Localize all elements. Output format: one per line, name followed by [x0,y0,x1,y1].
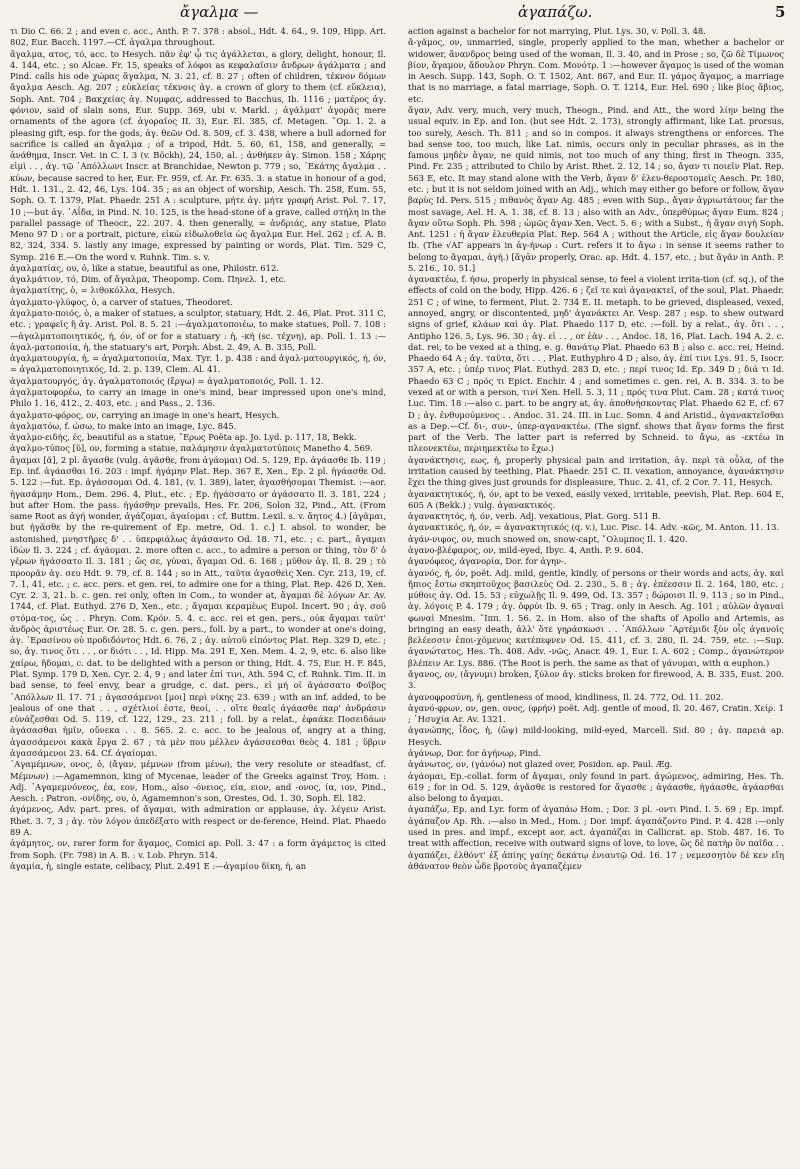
dictionary-entry: ἀγάμητος, ον, rarer form for ἄγαμος, Comici ap. Poll. 3. 47 : a form ἀγάμετος is cited from Soph. (Fr. 798) in A. B. : v. Lob. Phryn. 514. [10,838,386,860]
dictionary-entry: ἀγαλμάτιον, τό, Dim. of ἄγαλμα, Theopomp. Com. Πηνελ. 1, etc. [10,274,287,285]
dictionary-entry: ἀγαλματόω, f. ώσω, to make into an image, Lyc. 845. [10,420,237,431]
dictionary-entry: ἀγάν-νιφος, ον, much snowed on, snow-capt, ῎Ολυμπος Il. 1. 420. [408,533,688,544]
dictionary-entry: ἀγανόφεος, ἀγανορία, Dor. for ἀγην-. [408,556,567,567]
dictionary-entry: ἀγαλματο-ποιός, ὁ, a maker of statues, a sculptor, statuary, Hdt. 2. 46, Plat. Prot. 311 C, etc. ; γραφεῖς ἢ ἀγ. Arist. Pol. 8. 5. 21 :—ἀγαλματοποιέω, to make statues, Poll. 7. 108 :—ἀγαλματοποιητικός, ή, όν, of or for a statuary : ἡ, -κή (sc. τέχνη), ap. Poll. 1. 13 :—ἀγαλ-ματοποιία, ἡ, the statuary's art, Porph. Abst. 2. 49, A. B. 335, Poll. [10,308,386,352]
dictionary-entry: ἀγαλμο-ειδής, ές, beautiful as a statue, ῎Ερως Poëta ap. Jo. Lyd. p. 117, 18, Bekk. [10,432,357,443]
dictionary-entry: ἄγαν, Adv. very, much, very much, Theogn., Pind. and Att., the word λίην being the usual equiv. in Ep. and Ion. (but see Hdt. 2. 173), strongly affirmant, like Lat. prorsus, too surely, Aesch. Th. 811 ; and so in compos. it always strengthens or enforces. The bad sense too, too much, like Lat. nimis, occurs only in peculiar phrases, as in the famous μηδὲν ἄγαν, ne quid nimis, not too much of any thing, first in Theogn. 335, Pind. Fr. 235 ; attributed to Chilo by Arist. Rhet. 2. 12, 14 ; so, ἄγαν τι ποιεῖν Plat. Rep. 563 E, etc. It may stand alone with the Verb, ἄγαν δ' ἐλευ-θεροστομεῖς Aesch. Pr. 180, etc. ; but it is not seldom joined with an Adj., which may either go before or follow, ἄγαν βαρὺς Id. Pers. 515 ; πιθανὸς ἄγαν Ag. 485 ; even with Sup., ἄγαν ἀγριωτάτους far the most savage, Ael. H. A. 1. 38, cf. 8. 13 ; also with an Adv., ὑπερθύμως ἄγαν Eum. 824 ; ἄγαν οὕτω Soph. Ph. 598 ; ὠμῶς ἄγαν Xen. Vect. 5. 6 ; with a Subst., ἡ ἄγαν σιγὴ Soph. Ant. 1251 : ἡ ἄγαν ἐλευθερία Plat. Rep. 564 A ; without the Article, εἰς ἄγαν δουλείαν Ib. (The √ΑΓ appears in ἀγ-ήνωρ : Curt. refers it to ἄγω : in sense it seems rather to belong to ἄγαμαι, ἀγή.) [ἄγᾱν properly, Orac. ap. Hdt. 4. 157, etc. ; but ἄγᾰν in Anth. P. 5. 216., 10. 51.] [408,104,784,273]
dictionary-entry: ἀγανοφροσύνη, ἡ, gentleness of mood, kindliness, Il. 24. 772, Od. 11. 202. [408,691,724,702]
dictionary-entry: ἀγανό-φρων, ον, gen. ονος, (φρήν) poët. Adj. gentle of mood, Il. 20. 467, Cratin. Χείρ. 1 ; ῾Ησυχία Ar. Av. 1321. [408,702,784,725]
dictionary-entry: ἀγαπάζω, Ep. and Lyr. form of ἀγαπάω Hom. ; Dor. 3 pl. -οντι Pind. I. 5. 69 ; Ep. impf. ἀγάπαζον Ap. Rh. :—also in Med., Hom. ; Dor. impf. ἀγαπάζοντο Pind. P. 4. 428 :—only used in pres. and impf., except aor. act. ἀγαπάζαι in Callicrat. ap. Stob. 487. 16. To treat with affection, receive with outward signs of love, to love, ὣς δὲ πατὴρ ὃν παῖδα . . ἀγαπάζει, ἐλθόντ' ἐξ ἀπίης γαίης δεκάτῳ ἐνιαυτῷ Od. 16. 17 ; νεμεσσητὸν δέ κεν εἴη ἀθάνατον θεὸν ὧδε βροτοὺς ἀγαπαζέμεν [408,804,784,871]
dictionary-entry: ἀγανάκτησις, εως, ἡ, properly physical pain and irritation, ἀγ. περὶ τὰ οὖλα, of the irritation caused by teething, Plat. Phaedr. 251 C. II. vexation, annoyance, ἀγανάκτησιν ἔχει the thing gives just grounds for displeasure, Thuc. 2. 41, cf. 2 Cor. 7. 11, Hesych. [408,454,784,488]
left-column [10,26,386,1162]
dictionary-entry: ἀγαλματουργός, ἀγ. ἀγαλματοποιός (ἔργω) = ἀγαλματοποιός, Poll. 1. 12. [10,375,324,386]
running-header [0,0,800,26]
left-headword: ἄγαλμα — [180,3,259,21]
dictionary-entry: ἄγαλμα, ατος, τό, acc. to Hesych. πᾶν ἐφ' ᾧ τις ἀγάλλεται, a glory, delight, honour, Il. 4. 144, etc. ; so Alcae. Fr. 15, speaks of λόφοι as κεφαλαῖσιν ἄνδρων ἀγάλματα ; and Pind. calls his ode χώρας ἄγαλμα, N. 3. 21, cf. 8. 27 ; often of children, τέκνον δόμων ἄγαλμα Aesch. Ag. 207 ; εὐκλείας τέκνοις ἀγ. a crown of glory to them (cf. εὔκλεια), Soph. Ant. 704 ; Βακχείας ἀγ. Νυμφας, addressed to Bacchus, Ib. 1116 ; ματέρος ἀγ. φόνιον, said of slain sons, Eur. Supp. 369, ubi v. Markl. ; ἀγάλματ' ἀγορᾶς mere ornaments of the agora (cf. ἀγοραῖος II. 3), Eur. El. 385, cf. Metagen. ῞Ομ. 1. 2. a pleasing gift, esp. for the gods, ἀγ. θεῶν Od. 8. 509, cf. 3. 438, where a bull adorned for sacrifice is called an ἄγαλμα ; of a tripod, Hdt. 5. 60, 61, 158, and generally, = ἀνάθημα, Inscr. Vet. in C. I. 3 (v. Böckh), 24, 150, al. ; ἀνθήκεν ἀγ. Simon. 158 ; Χάρης εἰμὶ . . , ἀγ. τῷ ᾿Απόλλωνι Inscr. at Branchidae, Newton p. 779 ; so, ᾽Εκάτης ἄγαλμα . . κύων, because sacred to her, Eur. Fr. 959, cf. Ar. Fr. 635. 3. a statue in honour of a god, Hdt. 1. 131., 2. 42, 46, Lys. 104. 35 ; as an object of worship, Aesch. Th. 258, Eum. 55, Soph. O. T. 1379, Plat. Phaedr. 251 A : sculpture, μήτε ἀγ. μήτε γραφή Arist. Pol. 7. 17, 10 ;—but ἀγ. ᾽Αΐδα, in Pind. N. 10. 125, is the head-stone of a grave, called στήλη in the parallel passage of Theocr., 22. 207. 4. then generally, = ἀνδριάς, any statue, Plato Meno 97 D : or a portrait, picture, εἰκὼ εἰδωλοθεῖα ὡς ἄγαλμα Eur. Hel. 262 ; cf. A. B. 82, 324, 334. 5. lastly any image, expressed by painting or words, Plat. Tim. 529 C, Symp. 216 E.—On the word v. Ruhnk. Tim. s. v. [10,48,386,262]
dictionary-entry: ἀγανακτικός, ή, όν, = ἀγανακτητικός (q. v.), Luc. Pisc. 14. Adv. -κῶς, M. Anton. 11. 13. [408,522,780,533]
right-column [408,26,784,1162]
dictionary-entry: ἀγανο-βλέφαρος, ον, mild-eyed, Ibyc. 4, Anth. P. 9. 604. [408,544,644,555]
dictionary-entry: ἀγαλματίας, ου, ὁ, like a statue, beautiful as one, Philostr. 612. [10,262,279,273]
dictionary-entry: ἀγαμία, ἡ, single estate, celibacy, Plut. 2.491 E :—ἀγαμίου δίκη, ἡ, an [10,860,307,871]
dictionary-entry: ἀγάνωτος, ον, (γάνόω) not glazed over, Posidon. ap. Paul. Æg. [408,759,673,770]
dictionary-entry: ἀγάομαι, Ep.-collat. form of ἄγαμαι, only found in part. ἀγώμενος, admiring, Hes. Th. 619 ; for in Od. 5. 129, ἀγᾶσθε is restored for ἄγασθε ; ἀγάασθε, ἠγάασθε, ἀγάασθαι also belong to ἄγαμαι. [408,770,784,804]
dictionary-entry: ἀγανακτητικός, ή, όν, apt to be vexed, easily vexed, irritable, peevish, Plat. Rep. 604 E, 605 A (Bekk.) ; vulg. ἀγανακτικός. [408,488,784,510]
right-headword: ἀγαπάζω. [518,3,593,21]
dictionary-entry: ἀγαλμο-τύπος [ῠ], ον, forming a statue, παλάμησιν ἀγαλματοτύποις Manetho 4. 569. [10,443,373,454]
dictionary-entry: ἀγαλματουργία, ἡ, = ἀγαλματοποιία, Max. Tyr. 1. p. 438 : and ἀγαλ-ματουργικός, ή, όν, = ἀγαλματοποιητικός, Id. 2. p. 139, Clem. Al. 41. [10,353,386,375]
dictionary-entry: ἀγανακτητός, ή, όν, verb. Adj. vexatious, Plat. Gorg. 511 B. [408,511,661,522]
dictionary-entry: ἀγαλματίτης, ὁ, = λιθοκόλλα, Hesych. [10,285,175,296]
dictionary-entry: ἄ-γᾰμος, ον, unmarried, single, properly applied to the man, whether a bachelor or widower, ἄνανδρος being used of the woman, Il. 3. 40, and in Prose ; so, ζῶ δὲ Τίμωνος βίον, ἄγαμον, ἄδουλον Phryn. Com. Μονότρ. 1 :—however ἄγαμος is used of the woman in Aesch. Supp. 143, Soph. O. T. 1502, Ant. 867, and Eur. II. γάμος ἄγαμος, a marriage that is no marriage, a fatal marriage, Soph. O. T. 1214, Eur. Hel. 690 ; like βίος ἄβιος, etc. [408,37,784,104]
dictionary-entry: ἀγανώπης, ἶδος, ἡ, (ὤψ) mild-looking, mild-eyed, Marcell. Sid. 80 ; ἀγ. παρειά ap. Hesych. [408,725,784,747]
dictionary-entry: ἀγάνωρ, Dor. for ἀγήνωρ, Pind. [408,748,542,758]
dictionary-entry: action against a bachelor for not marrying, Plut. Lys. 30, v. Poll. 3. 48. [408,26,706,36]
page-number: 5 [775,3,786,21]
dictionary-entry: ἀγαλματο-γλύφος, ὁ, a carver of statues, Theodoret. [10,296,233,307]
dictionary-entry: τι Dio C. 66. 2 ; and even c. acc., Anth. P. 7. 378 : absol., Hdt. 4. 64., 9. 109, Hipp. Art. 802, Eur. Bacch. 1197.—Cf. ἀγαλμα throughout. [10,26,386,48]
dictionary-entry: ἄγαμαι [ᾰ], 2 pl. ἄγασθε (vulg. ἀγᾶσθε, from ἀγάομαι) Od. 5. 129, Ep. ἀγάασθε Ib. 119 ; Ep. inf. ἀγάασθαι 16. 203 : impf. ἠγάμην Plat. Rep. 367 E, Xen., Ep. 2 pl. ἠγάασθε Od. 5. 122 :—fut. Ep. ἀγάσσομαι Od. 4. 181, (v. 1. 389), later, ἀγασθήσομαι Themist. :—aor. ἠγασάμην Hom., Dem. 296. 4, Plut., etc. ; Ep. ἠγάσσατο or ἀγάσσατο Il. 3. 181, 224 ; but after Hom. the pass. ἠγάσθην prevails, Hes. Fr. 206, Solon 32, Pind., Att. (From same Root as ἀγή wonder, ἀγάζομαι, ἀγαίομαι : cf. Buttm. Lexil. s. v. ἄητος 4.) [ἀγᾶμαι, but ἠγᾶσθε by the re-quirement of Ep. metre, Od. 1. c.] I. absol. to wonder, be astonished, μνηστῆρες δ' . . ὑπερφιάλως ἀγάσαντο Od. 18. 71, etc. ; c. part., ἄγαμαι ἰδὼν Il. 3. 224 ; cf. ἀγάομαι. 2. more often c. acc., to admire a person or thing, τὸν δ' ὁ γέρων ἠγάσσατο Il. 3. 181 ; ὥς σε, γύναι, ἄγαμαι Od. 6. 168 ; μῦθον ἀγ. Il. 8. 29 ; τὸ προορᾶν ἀγ. σευ Hdt. 9. 79, cf. 8. 144 ; so in Att., ταῦτα ἀγασθεὶς Xen. Cyr. 213, 19, cf. 7. 1, 41, etc. ; c. acc. pers. et gen. rei, to admire one for a thing, Plat. Rep. 426 D, Xen. Cyr. 2. 3, 21. b. c. gen. rei only, often in Com., to wonder at, ἄγαμαι δὲ λόγων Ar. Av. 1744, cf. Plat. Euthyd. 276 D, Xen., etc. ; ἄγαμαι κεραμέως Eupol. Incert. 90 ; ἀγ. σοῦ στόμα-τος, ὡς . . Phryn. Com. Κρόν. 5. 4. c. acc. rei et gen. pers., οὐκ ἄγαμαι ταῦτ' ἀνδρὸς ἀριστέως Eur. Or. 28. 5. c. gen. pers., foll. by a part., to wonder at one's doing, ἀγ. ᾽Ερασίνου οὐ προδιδόντος Hdt. 6. 76, 2 ; ἀγ. αὐτοῦ εἰπόντος Plat. Rep. 329 D, etc. ; so, ἀγ. τινος ὅτι . . , or διότι . . , Id. Hipp. Ma. 291 E, Xen. Mem. 4. 2, 9, etc. 6. also like χαίρω, ἥδομαι, c. dat. to be delighted with a person or thing, Hdt. 4. 75, Eur. H. F. 845, Plat. Symp. 179 D, Xen. Cyr. 2. 4, 9 ; and later ἐπί τινι, Ath. 594 C, cf. Ruhnk. Tim. II. in bad sense, to feel envy, bear a grudge, c. dat. pers., εἰ μή οἱ ἀγάσσατο Φοῖβος ᾽Απόλλων Il. 17. 71 ; ἀγασσάμενοι [μοι] περὶ νίκης 23. 639 ; with an inf. added, to be jealous of one that . . , σχέτλιοί ἐστε, θεοί, . . οἵτε θεαῖς ἀγάασθε παρ' ἀνδράσιν εὐνάζεσθαι Od. 5. 119, cf. 122, 129., 23. 211 ; foll. by a relat., ἐφαάκε Ποσειδάων ἀγάσασθαι ἡμῖν, οὕνεκα . . 8. 565. 2. c. acc. to be jealous of, angry at a thing, ἀγασσάμενοι κακὰ ἔργα 2. 67 ; τὰ μὲν που μέλλεν ἀγάσσεσθαι θεὸς 4. 181 ; ὕβριν ἀγασσάμενοι 23. 64. Cf. ἀγαίομαι. [10,454,386,758]
dictionary-entry: ἀγανακτέω, f. ήσω, properly in physical sense, to feel a violent irrita-tion (cf. sq.), of the effects of cold on the body, Hipp. 426. 6 ; ζεῖ τε καὶ ἀγανακτεῖ, of the soul, Plat. Phaedr. 251 C ; of wine, to ferment, Plut. 2. 734 E. II. metaph. to be grieved, displeased, vexed, annoyed, angry, or discontented, μηδ' ἀγανάκτει Ar. Vesp. 287 ; esp. to shew outward signs of grief, κλάων καὶ ἀγ. Plat. Phaedo 117 D, etc. :—foll. by a relat., ἀγ. ὅτι . . , Antipho 126. 5, Lys. 96. 30 ; ἀγ. εἰ . . , or ἐὰν . . , Andoc. 18, 16, Plat. Lach. 194 A. 2. c. dat. rei, to be vexed at a thing, e. g. θανάτῳ Plat. Phaedo 63 B ; also c. acc. rei, Heind. Phaedo 64 A ; ἀγ. ταῦτα, ὅτι . . , Plat. Euthyphro 4 D ; also, ἀγ. ἐπί τινι Lys. 91. 5, Isocr. 357 A, etc. ; ὑπέρ τινος Plat. Euthyd. 283 D, etc. ; περί τινος Id. Ep. 349 D ; διά τι Id. Phaedo 63 C ; πρός τι Epict. Enchir. 4 ; and sometimes c. gen. rei, A. B. 334. 3. to be vexed at or with a person, τινί Xen. Hell. 5. 3, 11 ; πρός τινα Plut. Cam. 28 ; κατά τινος Luc. Tim. 18 :—also c. part. to be angry at, ἀγ. ἀποθνήσκοντας Plat. Phaedo 62 E, cf. 67 D ; ἀγ. ἐνθυμούμενος . . Andoc. 31. 24. III. in Luc. Somn. 4 and Aristid., ἀγανακτεῖσθαι as a Dep.—Cf. δι-, συν-, ὑπερ-αγανακτέω. (The signf. shows that ἄγαν forms the first part of the Verb. The latter part is referred by Schneid. to ἄγω, as -εκτέω in πλεονεκτέω, περιημεκτέω to ἔχω.) [408,274,784,454]
dictionary-entry: ᾽Αγαμέμνων, ονος, ὁ, (ἄγαν, μέμνων (from μένω), the very resolute or steadfast, cf. Μέμνων) :—Agamemnon, king of Mycenae, leader of the Greeks against Troy, Hom. : Adj. ᾽Αγαμεμνόνεος, έα, εον, Hom., also -όνειος, εία, ειον, and -ονος, ία, ιον, Pind., Aesch. : Patron. -ονίδης, ου, ὁ, Agamemnon's son, Orestes, Od. 1. 30, Soph. El. 182. [10,759,386,804]
dictionary-entry: ἀγάμενος, Adv. part. pres. of ἄγαμαι, with admiration or applause, ἀγ. λέγειν Arist. Rhet. 3. 7, 3 ; ἀγ. τὸν λόγον ἀπεδέξατο with respect or de-ference, Heind. Plat. Phaedo 89 A. [10,804,386,837]
dictionary-entry: ἀγαλματοφορέω, to carry an image in one's mind, bear impressed upon one's mind, Philo 1. 16, 412., 2. 403, etc. ; and Pass., 2. 136. [10,387,386,409]
dictionary-entry: ἀγανός, ή, όν, poët. Adj. mild, gentle, kindly, of persons or their words and acts, ἀγ. καὶ ἤπιος ἔστω σκηπτοῦχος βασιλεὺς Od. 2. 230., 5. 8 ; ἀγ. ἐπέεσσιν Il. 2. 164, 180, etc. ; μύθοις ἀγ. Od. 15. 53 ; εὐχωλῇς Il. 9. 499, Od. 13. 357 ; δώροισι Il. 9. 113 ; so in Pind., ἀγ. λόγοις P. 4. 179 ; ἀγ. ὀφρύι Ib. 9. 65 ; Trag. only in Aesch. Ag. 101 ; αὐλῶν ἀγαναὶ φωναὶ Mnesim. ῞Ιππ. 1. 56. 2. in Hom. also of the shafts of Apollo and Artemis, as bringing an easy death, ἀλλ' ὅτε γηράσκωσι . . ᾽Απόλλων ᾽Αρτέμιδι ξὺν οἷς ἀγανοῖς βελέεσσιν ἐποι-χόμενος κατέπεφνεν Od. 15. 411, cf. 3. 280, Il. 24. 759, etc. :—Sup. ἀγανώτατος, Hes. Th. 408. Adv. -νῶς, Anacr. 49. 1, Eur. I. A. 602 ; Comp., ἀγανώτερον βλέπειν Ar. Lys. 886. (The Root is perh. the same as that of γάνυμαι, with α euphon.) [408,567,784,668]
dictionary-entry: ἄγανος, ον, (ἄγνυμι) broken, ξύλον ἀγ. sticks broken for firewood, A. B. 335, Eust. 200. 3. [408,669,784,691]
dictionary-entry: ἀγαλματο-φόρος, ον, carrying an image in one's heart, Hesych. [10,409,280,420]
